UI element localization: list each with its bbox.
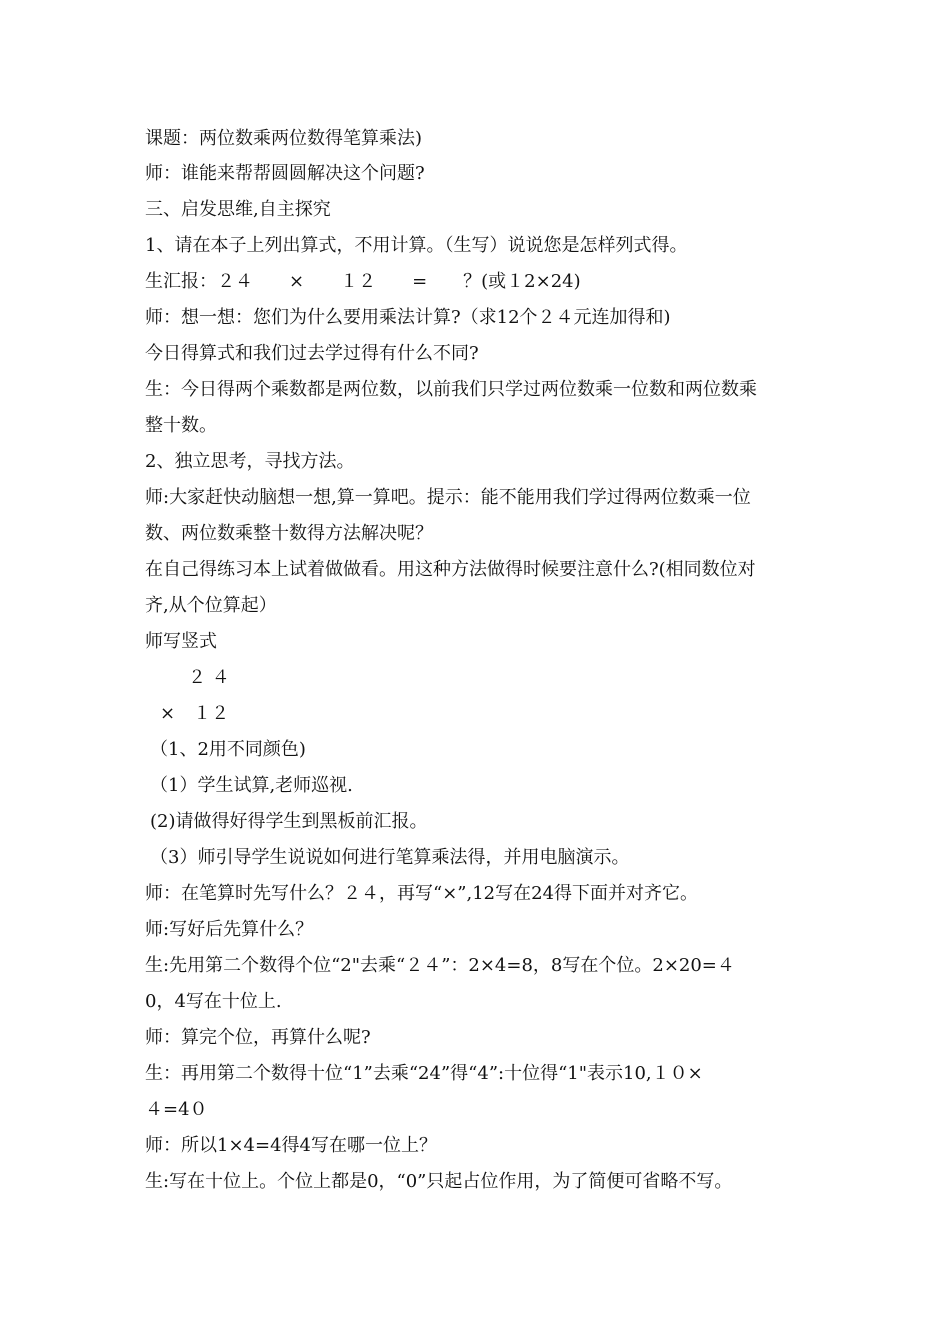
text-line: 生：再用第二个数得十位“1”去乘“24”得“4”:十位得“1"表示10,１０× (145, 1063, 703, 1084)
text-line: 齐,从个位算起） (145, 595, 277, 616)
text-line: 师：在笔算时先写什么？２４，再写“×”,12写在24得下面并对齐它。 (145, 883, 699, 904)
text-line: 生汇报：２４ × １２ = ？(或１2×24) (145, 271, 581, 292)
text-line: 师写竖式 (145, 631, 217, 652)
text-line: 师：算完个位，再算什么呢? (145, 1027, 371, 1048)
text-line: (2)请做得好得学生到黑板前汇报。 (150, 811, 428, 832)
text-line: （3）师引导学生说说如何进行笔算乘法得，并用电脑演示。 (150, 847, 630, 868)
vertical-calc-line: ２ ４ (188, 667, 230, 688)
text-line: 师:大家赶快动脑想一想,算一算吧。提示：能不能用我们学过得两位数乘一位 (145, 487, 751, 508)
section-heading: 三、启发思维,自主探究 (145, 199, 331, 220)
text-line: 整十数。 (145, 415, 217, 436)
text-line: 师：所以1×4=4得4写在哪一位上？ (145, 1135, 437, 1156)
text-line: ４=4０ (145, 1099, 208, 1120)
text-line: 师:写好后先算什么？ (145, 919, 314, 940)
vertical-calc-line: × １２ (160, 703, 230, 724)
text-line: 生:先用第二个数得个位“2"去乘“２４”：2×4=8，8写在个位。2×20=４ (145, 955, 735, 976)
text-line: 师：谁能来帮帮圆圆解决这个问题? (145, 163, 425, 184)
text-line: 师：想一想：您们为什么要用乘法计算?（求12个２４元连加得和) (145, 307, 671, 328)
text-line: 生:写在十位上。个位上都是0，“0”只起占位作用，为了简便可省略不写。 (145, 1171, 733, 1192)
text-line: 生：今日得两个乘数都是两位数，以前我们只学过两位数乘一位数和两位数乘 (145, 379, 757, 400)
text-line: 1、请在本子上列出算式，不用计算。（生写）说说您是怎样列式得。 (145, 235, 688, 256)
text-line: 今日得算式和我们过去学过得有什么不同? (145, 343, 479, 364)
text-line: 在自己得练习本上试着做做看。用这种方法做得时候要注意什么?(相同数位对 (145, 559, 756, 580)
text-line: （1）学生试算,老师巡视. (150, 775, 353, 796)
text-line: （1、2用不同颜色) (150, 739, 306, 760)
text-line: 2、独立思考，寻找方法。 (145, 451, 355, 472)
text-line: 0，4写在十位上. (145, 991, 282, 1012)
text-line: 数、两位数乘整十数得方法解决呢？ (145, 523, 433, 544)
lesson-title: 课题：两位数乘两位数得笔算乘法) (145, 128, 423, 149)
